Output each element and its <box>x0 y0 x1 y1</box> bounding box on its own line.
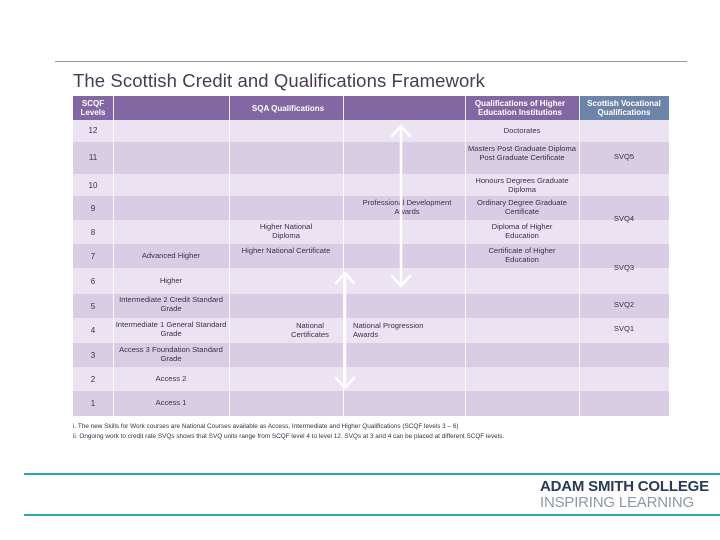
sqa-access-2: Access 2 <box>155 374 187 383</box>
he-diploma: Diploma of Higher Education <box>491 222 553 240</box>
level-label: 11 <box>88 153 98 162</box>
svq-4: SVQ4 <box>613 214 635 223</box>
sqa-hnd: Higher National Diploma <box>259 222 313 240</box>
footnotes <box>73 422 504 442</box>
svq-2: SVQ2 <box>613 300 635 309</box>
svq-5: SVQ5 <box>613 152 635 161</box>
he-masters: Masters Post Graduate Diploma Post Graduate Certificate <box>467 144 577 162</box>
header-he: Qualifications of Higher Education Institutions <box>474 99 566 117</box>
he-ordinary: Ordinary Degree Graduate Certificate <box>477 198 567 216</box>
scqf-table <box>73 96 669 416</box>
sqa-intermediate-2: Intermediate 2 Credit Standard Grade <box>119 295 223 313</box>
sqa-hnc: Higher National Certificate <box>241 246 331 255</box>
level-label: 7 <box>90 252 96 261</box>
level-label: 4 <box>90 326 96 335</box>
level-label: 1 <box>90 399 96 408</box>
level-label: 12 <box>88 126 98 135</box>
sqa-national-certificates: National Certificates <box>291 321 329 339</box>
level-label: 3 <box>90 351 96 360</box>
footer-rule-top <box>24 473 720 475</box>
header-svq: Scottish Vocational Qualifications <box>587 99 661 117</box>
level-label: 2 <box>90 375 96 384</box>
sqa-pda: Professional Development Awards <box>362 198 452 216</box>
he-certificate: Certificate of Higher Education <box>488 246 556 264</box>
svq-1: SVQ1 <box>613 324 635 333</box>
sqa-npa: National Progression Awards <box>353 321 424 339</box>
he-honours: Honours Degrees Graduate Diploma <box>475 176 569 194</box>
top-divider <box>55 61 687 62</box>
footnote: i. The new Skills for Work courses are National Courses available as Access, Intermediate and Higher Qualifications (SCQF levels 3 – 6) <box>73 423 459 430</box>
sqa-higher: Higher <box>159 276 183 285</box>
sqa-advanced-higher: Advanced Higher <box>141 251 201 260</box>
he-doctorates: Doctorates <box>503 126 541 135</box>
svq-3: SVQ3 <box>613 263 635 272</box>
level-label: 10 <box>88 181 98 190</box>
level-label: 9 <box>90 204 96 213</box>
header-levels: SCQF Levels <box>80 99 106 117</box>
range-arrows <box>73 96 669 416</box>
footer-rule-bottom <box>24 514 720 516</box>
level-label: 5 <box>90 302 96 311</box>
level-label: 8 <box>90 228 96 237</box>
header-sqa: SQA Qualifications <box>251 104 325 113</box>
level-label: 6 <box>90 277 96 286</box>
sqa-intermediate-1: Intermediate 1 General Standard Grade <box>115 320 227 338</box>
college-tagline: INSPIRING LEARNING <box>540 494 694 511</box>
college-name: ADAM SMITH COLLEGE <box>540 478 709 495</box>
sqa-access-3: Access 3 Foundation Standard Grade <box>119 345 223 363</box>
figure-title: The Scottish Credit and Qualifications Framework <box>73 70 485 91</box>
footnote: ii. Ongoing work to credit rate SVQs shows that SVQ units range from SCQF level 4 to level 12. SVQs at 3 and 4 can be placed at different SCQF levels. <box>73 433 505 440</box>
sqa-access-1: Access 1 <box>155 398 187 407</box>
